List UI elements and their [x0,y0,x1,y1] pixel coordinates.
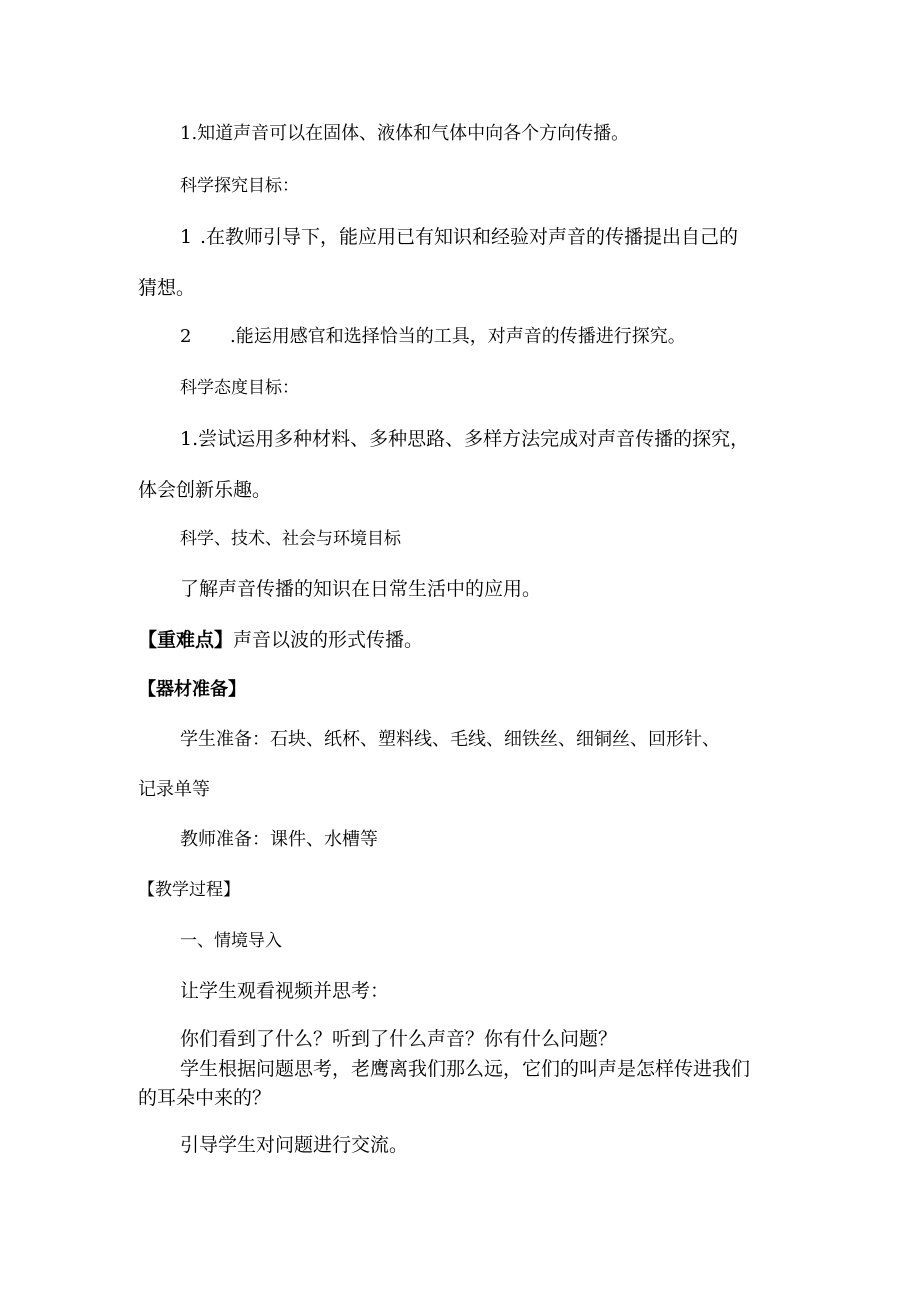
process-heading: 【教学过程】 [138,880,240,900]
inquiry-goal-1: .在教师引导下，能应用已有知识和经验对声音的传播提出自己的 [200,226,739,248]
key-point-label: 【重难点】 [138,629,234,651]
student-thinking-continued: 的耳朵中来的？ [138,1087,272,1109]
key-point [138,631,423,650]
student-preparation: 学生准备：石块、纸杯、塑料线、毛线、细铁丝、细铜丝、回形针、 [180,729,720,750]
inquiry-heading: 科学探究目标： [180,176,299,196]
attitude-heading: 科学态度目标： [180,378,299,398]
student-thinking: 学生根据问题思考，老鹰离我们那么远，它们的叫声是怎样传进我们 [180,1058,751,1080]
inquiry-goal-2-number: 2 [180,326,192,347]
sts-heading: 科学、技术、社会与环境目标 [180,529,401,549]
key-point-text: 声音以波的形式传播。 [233,629,424,651]
guide-discussion: 引导学生对问题进行交流。 [180,1134,409,1156]
attitude-goal-1: 1.尝试运用多种材料、多种思路、多样方法完成对声音传播的探究， [180,428,750,450]
attitude-goal-1-continued: 体会创新乐趣。 [138,479,272,501]
teacher-preparation: 教师准备：课件、水槽等 [180,829,378,850]
sts-goal-1: 了解声音传播的知识在日常生活中的应用。 [180,578,542,600]
inquiry-goal-2: .能运用感官和选择恰当的工具，对声音的传播进行探究。 [230,326,686,347]
materials-heading: 【器材准备】 [138,679,246,700]
inquiry-goal-1-number: 1 [180,226,193,248]
inquiry-goal-1-continued: 猜想。 [138,277,196,299]
student-preparation-continued: 记录单等 [138,779,210,800]
step-1: 让学生观看视频并思考： [180,980,390,1002]
section-1-heading: 一、情境导入 [180,931,282,951]
knowledge-goal-1: 1.知道声音可以在固体、液体和气体中向各个方向传播。 [180,123,630,144]
question: 你们看到了什么？听到了什么声音？你有什么问题？ [180,1028,618,1050]
